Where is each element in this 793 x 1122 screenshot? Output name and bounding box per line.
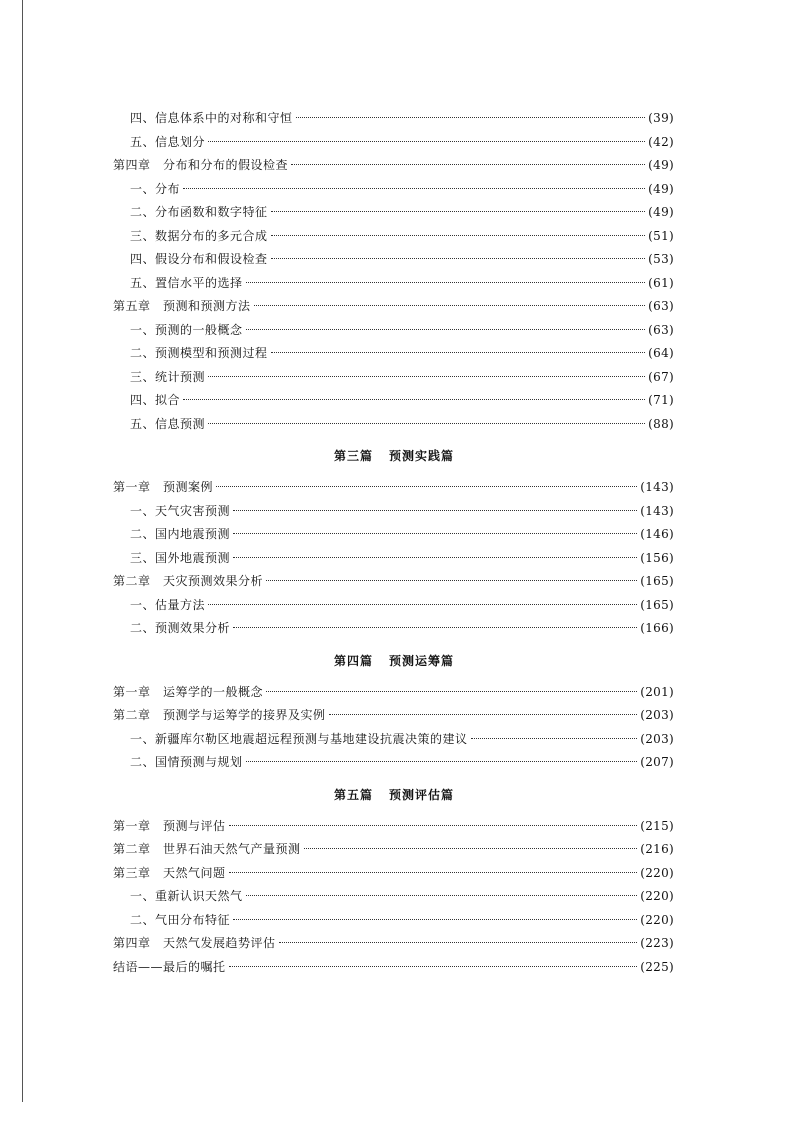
toc-chapter-entry [110,295,674,319]
part-number: 第三篇 [333,449,373,463]
toc-entry-title: 四、信息体系中的对称和守恒 [130,111,293,125]
toc-page-number: (165) [640,597,674,612]
toc-leader-dots [271,258,646,259]
toc-entry-title: 第三章 天然气问题 [113,865,226,880]
toc-entry-title: 二、国情预测与规划 [130,755,243,769]
toc-leader-dots [208,376,645,377]
toc-page-number: (67) [648,369,674,384]
toc-entry-title: 五、信息划分 [130,134,206,149]
toc-entry-title: 第二章 预测学与运筹学的接界及实例 [113,708,326,722]
toc-leader-dots [279,942,638,943]
toc-entry-title: 一、新疆库尔勒区地震超远程预测与基地建设抗震决策的建议 [130,731,468,746]
page-margin-line [22,0,23,1102]
toc-leader-dots [271,352,646,353]
toc-section-entry [110,547,674,571]
toc-leader-dots [233,533,637,534]
toc-page-number: (71) [648,393,674,407]
toc-leader-dots [246,895,638,896]
toc-leader-dots [329,714,638,715]
toc-page-number: (39) [648,111,674,125]
toc-entry-title: 一、估量方法 [130,597,206,612]
toc-page-number: (63) [648,299,674,313]
toc-page-number: (156) [640,550,674,565]
toc-entry-title: 第二章 世界石油天然气产量预测 [113,842,301,856]
toc-leader-dots [229,966,638,967]
toc-entry-title: 第一章 预测与评估 [113,818,226,833]
toc-entry-title: 二、分布函数和数字特征 [130,205,268,219]
toc-page-number: (53) [648,252,674,266]
toc-leader-dots [266,580,637,581]
toc-page-number: (64) [648,346,674,360]
toc-entry-title: 二、气田分布特征 [130,912,231,927]
toc-page-number: (143) [640,480,674,494]
part-heading-5 [110,775,674,815]
toc-chapter-entry [110,570,674,594]
toc-entry-title: 一、重新认识天然气 [130,889,243,903]
toc-page-number: (51) [648,228,674,243]
toc-entry-title: 二、预测效果分析 [130,621,231,635]
toc-entry-title: 一、预测的一般概念 [130,322,243,337]
toc-leader-dots [254,305,646,306]
toc-leader-dots [208,604,637,605]
toc-section-entry [110,366,674,390]
part-heading-3 [110,436,674,476]
toc-section-entry [110,248,674,272]
part-number: 第四篇 [333,653,373,668]
part-heading-4 [110,641,674,681]
toc-section-entry [110,107,674,131]
part-name: 预测运筹篇 [389,653,455,668]
toc-page-number: (49) [648,205,674,219]
toc-leader-dots [296,117,646,118]
toc-section-entry [110,272,674,296]
toc-group-part5 [110,815,674,980]
toc-page-number: (220) [640,912,674,927]
toc-section-entry [110,909,674,933]
toc-section-entry [110,728,674,752]
toc-leader-dots [233,919,637,920]
toc-chapter-entry [110,681,674,705]
part-number: 第五篇 [333,787,373,802]
toc-chapter-entry [110,476,674,500]
toc-chapter-entry [110,838,674,862]
toc-chapter-entry [110,815,674,839]
toc-entry-title: 三、统计预测 [130,369,206,384]
toc-leader-dots [208,423,645,424]
toc-entry-title: 一、分布 [130,181,181,196]
table-of-contents [110,107,674,979]
toc-page-number: (203) [640,708,674,722]
toc-page-number: (225) [640,959,674,974]
toc-leader-dots [271,211,646,212]
toc-page-number: (42) [648,134,674,149]
toc-section-entry [110,523,674,547]
toc-entry-title: 三、国外地震预测 [130,550,231,565]
toc-entry-title: 四、拟合 [130,393,181,407]
toc-page-number: (215) [640,818,674,833]
toc-leader-dots [291,164,645,165]
toc-page-number: (216) [640,842,674,856]
toc-section-entry [110,225,674,249]
toc-page-number: (143) [640,503,674,518]
toc-page-number: (203) [640,731,674,746]
toc-leader-dots [208,141,645,142]
toc-entry-title: 第四章 天然气发展趋势评估 [113,936,276,950]
toc-chapter-entry [110,704,674,728]
toc-leader-dots [233,627,637,628]
toc-entry-title: 第一章 预测案例 [113,480,214,494]
part-name: 预测实践篇 [389,449,455,463]
toc-section-entry [110,319,674,343]
toc-section-entry [110,201,674,225]
toc-leader-dots [183,399,645,400]
toc-section-entry [110,500,674,524]
toc-entry-title: 二、预测模型和预测过程 [130,346,268,360]
toc-page-number: (220) [640,889,674,903]
toc-group-part4 [110,681,674,775]
toc-page-number: (223) [640,936,674,950]
toc-entry-title: 五、置信水平的选择 [130,275,243,290]
toc-section-entry [110,131,674,155]
toc-entry-title: 第一章 运筹学的一般概念 [113,684,264,699]
toc-leader-dots [233,510,637,511]
toc-page-number: (146) [640,527,674,541]
toc-entry-title: 一、天气灾害预测 [130,503,231,518]
toc-chapter-entry [110,932,674,956]
toc-chapter-entry [110,862,674,886]
toc-leader-dots [229,825,638,826]
toc-leader-dots [266,691,637,692]
toc-section-entry [110,389,674,413]
toc-page-number: (88) [648,416,674,431]
toc-entry-title: 第四章 分布和分布的假设检查 [113,158,289,172]
toc-section-entry [110,594,674,618]
toc-leader-dots [233,557,637,558]
toc-section-entry [110,751,674,775]
toc-group-part2-continued [110,107,674,436]
toc-section-entry [110,342,674,366]
toc-page-number: (166) [640,621,674,635]
toc-section-entry [110,178,674,202]
toc-page-number: (201) [640,684,674,699]
toc-page-number: (63) [648,322,674,337]
toc-page-number: (165) [640,574,674,588]
toc-entry-title: 四、假设分布和假设检查 [130,252,268,266]
toc-page-number: (61) [648,275,674,290]
part-name: 预测评估篇 [389,787,455,802]
toc-leader-dots [216,486,637,487]
toc-entry-title: 五、信息预测 [130,416,206,431]
toc-leader-dots [471,738,638,739]
toc-leader-dots [304,848,638,849]
toc-leader-dots [246,761,638,762]
toc-entry-title: 第五章 预测和预测方法 [113,299,251,313]
toc-leader-dots [271,235,646,236]
toc-entry-title: 二、国内地震预测 [130,527,231,541]
toc-section-entry [110,617,674,641]
toc-chapter-entry [110,956,674,980]
toc-page-number: (220) [640,865,674,880]
toc-leader-dots [246,282,646,283]
toc-entry-title: 结语——最后的嘱托 [113,959,226,974]
toc-section-entry [110,885,674,909]
toc-leader-dots [229,872,638,873]
toc-section-entry [110,413,674,437]
toc-entry-title: 三、数据分布的多元合成 [130,228,268,243]
toc-leader-dots [183,188,645,189]
toc-leader-dots [246,329,646,330]
toc-chapter-entry [110,154,674,178]
toc-page-number: (207) [640,755,674,769]
toc-entry-title: 第二章 天灾预测效果分析 [113,574,264,588]
toc-page-number: (49) [648,158,674,172]
toc-page-number: (49) [648,181,674,196]
toc-group-part3 [110,476,674,641]
